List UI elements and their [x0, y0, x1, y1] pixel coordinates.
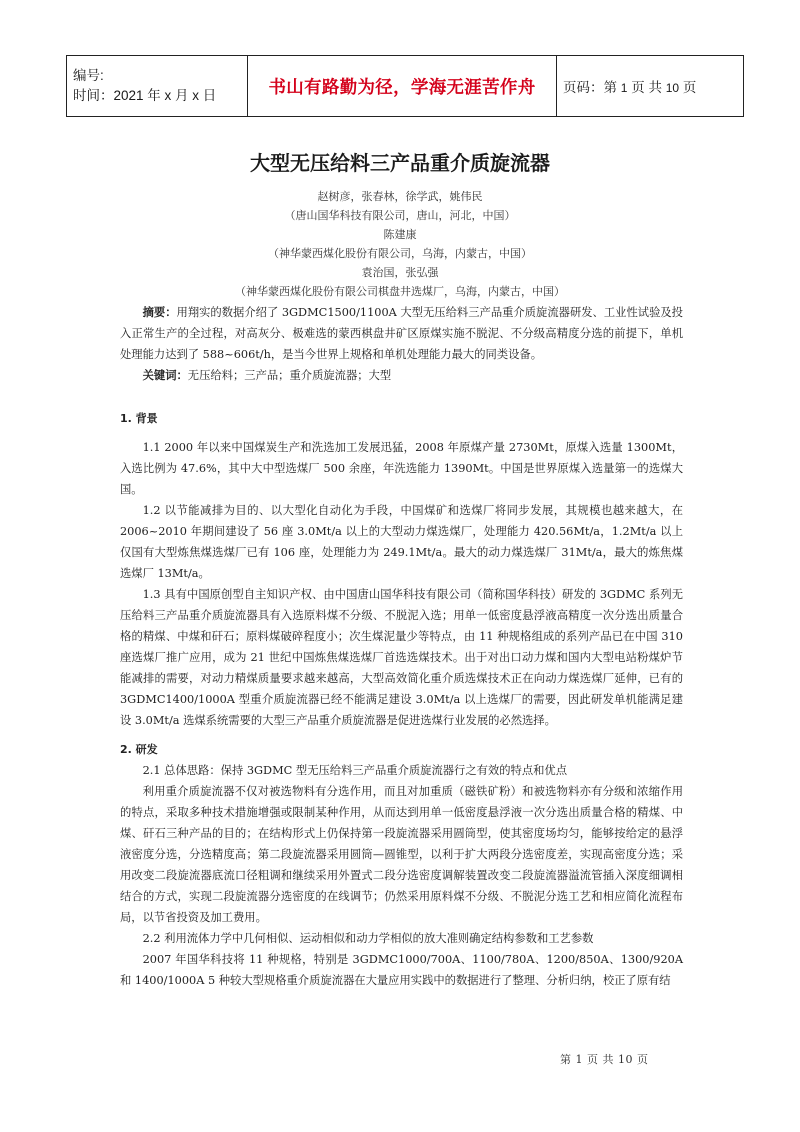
paper-body: [120, 302, 683, 991]
authors-line-3: 袁治国，张弘强: [361, 266, 439, 279]
keywords-text: 无压给料；三产品；重介质旋流器；大型: [187, 369, 392, 382]
paragraph-2-1: 利用重介质旋流器不仅对被选物料有分选作用，而且对加重质（磁铁矿粉）和被选物料亦有分级和浓缩作用的特点，采取多种技术措施增强或限制某种作用，从而达到用单一低密度悬浮液一次分选出质量合格的精煤、中煤、矸石三种产品的目的；在结构形式上仍保持第一段旋流器采用圆筒型，使其密度场均匀，能够按给定的悬浮液密度分选，分选精度高；第二段旋流器采用圆筒—圆锥型，以利于扩大两段分选密度差，实现高密度分选；采用改变二段旋流器底流口径粗调和继续采用外置式二段分选密度调解装置改变二段旋流器溢流管插入深度细调相结合的方式，实现二段旋流器分选密度的在线调节；仍然采用原料煤不分级、不脱泥分选工艺和相应简化流程布局，以节省投资及加工费用。: [120, 785, 683, 924]
authors-line-2: 陈建康: [383, 228, 417, 241]
abstract-text: 用翔实的数据介绍了 3GDMC1500/1100A 大型无压给料三产品重介质旋流器研发、工业性试验及投入正常生产的全过程，对高灰分、极难选的蒙西棋盘井矿区原煤实施不脱泥、不分级高精度分选的前提下，单机处理能力达到了 588~606t/h，是当今世界上规格和单机处理能力最大的同类设备。: [120, 306, 683, 361]
paragraph-1-1: 1.1 2000 年以来中国煤炭生产和洗选加工发展迅猛，2008 年原煤产量 2730Mt，原煤入选量 1300Mt，入选比例为 47.6%，其中大中型选煤厂 500 余座，年洗选能力 1390Mt。中国是世界原煤入选量第一的选煤大国。: [120, 441, 683, 496]
footer-prefix: 第: [560, 1053, 572, 1066]
affiliation-line-3: （神华蒙西煤化股份有限公司棋盘井选煤厂，乌海，内蒙古，中国）: [235, 285, 565, 298]
affiliation-line-2: （神华蒙西煤化股份有限公司，乌海，内蒙古，中国）: [268, 247, 532, 260]
affiliation-line-1: （唐山国华科技有限公司，唐山，河北，中国）: [284, 209, 516, 222]
paper-title: 大型无压给料三产品重介质旋流器: [250, 151, 550, 175]
paragraph-2-2: 2007 年国华科技将 11 种规格，特别是 3GDMC1000/700A、1100/780A、1200/850A、1300/920A 和 1400/1000A 5 种较大型规格重介质旋流器在大量应用实践中的数据进行了整理、分析归纳，校正了原有结: [120, 953, 683, 987]
keywords: [120, 365, 683, 386]
keywords-label: 关键词：: [142, 368, 188, 382]
paragraph-1-3: 1.3 具有中国原创型自主知识产权、由中国唐山国华科技有限公司（简称国华科技）研发的 3GDMC 系列无压给料三产品重介质旋流器具有入选原料煤不分级、不脱泥入选；用单一低密度悬浮液高精度一次分选出质量合格的精煤、中煤和矸石；原料煤破碎程度小；次生煤泥量少等特点，由 11 种规格组成的系列产品已在中国 310 座选煤厂推广应用，成为 21 世纪中国炼焦煤选煤厂首选选煤技术。出于对出口动力煤和国内大型电站粉煤炉节能减排的需要，对动力精煤质量要求越来越高，大型高效简化重介质选煤技术正在向动力煤选煤厂延伸，已有的 3GDMC1400/1000A 型重介质旋流器已经不能满足建设 3.0Mt/a 以上选煤厂的需要，因此研发单机能满足建设 3.0Mt/a 选煤系统需要的大型三产品重介质旋流器是促进选煤行业发展的必然选择。: [120, 588, 683, 727]
abstract: [120, 302, 683, 365]
page-prefix: 页码：第: [563, 80, 617, 95]
header-motto: 书山有路勤为径，学海无涯苦作舟: [248, 56, 557, 117]
section-heading-research: 2. 研发: [120, 743, 158, 756]
page-mid: 页 共: [631, 80, 662, 95]
footer-mid: 页 共: [587, 1053, 614, 1066]
subsection-2-2-heading: 2.2 利用流体力学中几何相似、运动相似和动力学相似的放大准则确定结构参数和工艺参数: [142, 932, 594, 945]
page-header: [66, 55, 744, 117]
footer-page: 1: [575, 1053, 583, 1066]
page-total: 10: [665, 81, 680, 95]
section-heading-background: 1. 背景: [120, 412, 158, 425]
footer-suffix: 页: [637, 1053, 649, 1066]
header-meta-cell: [67, 56, 248, 117]
footer-total: 10: [618, 1053, 633, 1066]
page-suffix: 页: [682, 80, 697, 95]
abstract-label: 摘要：: [142, 305, 177, 319]
subsection-2-1-heading: 2.1 总体思路：保持 3GDMC 型无压给料三产品重介质旋流器行之有效的特点和优点: [142, 764, 568, 777]
document-date: 时间：2021 年 x 月 x 日: [73, 88, 217, 103]
page-number: 1: [620, 81, 628, 95]
document-number-label: 编号:: [73, 68, 104, 83]
header-page-info: [557, 56, 744, 117]
page-footer: [560, 1051, 649, 1067]
paragraph-1-2: 1.2 以节能减排为目的、以大型化自动化为手段，中国煤矿和选煤厂将同步发展，其规模也越来越大，在 2006~2010 年期间建设了 56 座 3.0Mt/a 以上的大型动力煤选煤厂，处理能力 420.56Mt/a，1.2Mt/a 以上仅国有大型炼焦煤选煤厂已有 106 座，处理能力为 249.1Mt/a。最大的动力煤选煤厂 31Mt/a，最大的炼焦煤选煤厂 13Mt/a。: [120, 504, 683, 580]
authors-line-1: 赵树彦，张春林，徐学武，姚伟民: [317, 190, 483, 203]
author-block: [0, 187, 800, 301]
